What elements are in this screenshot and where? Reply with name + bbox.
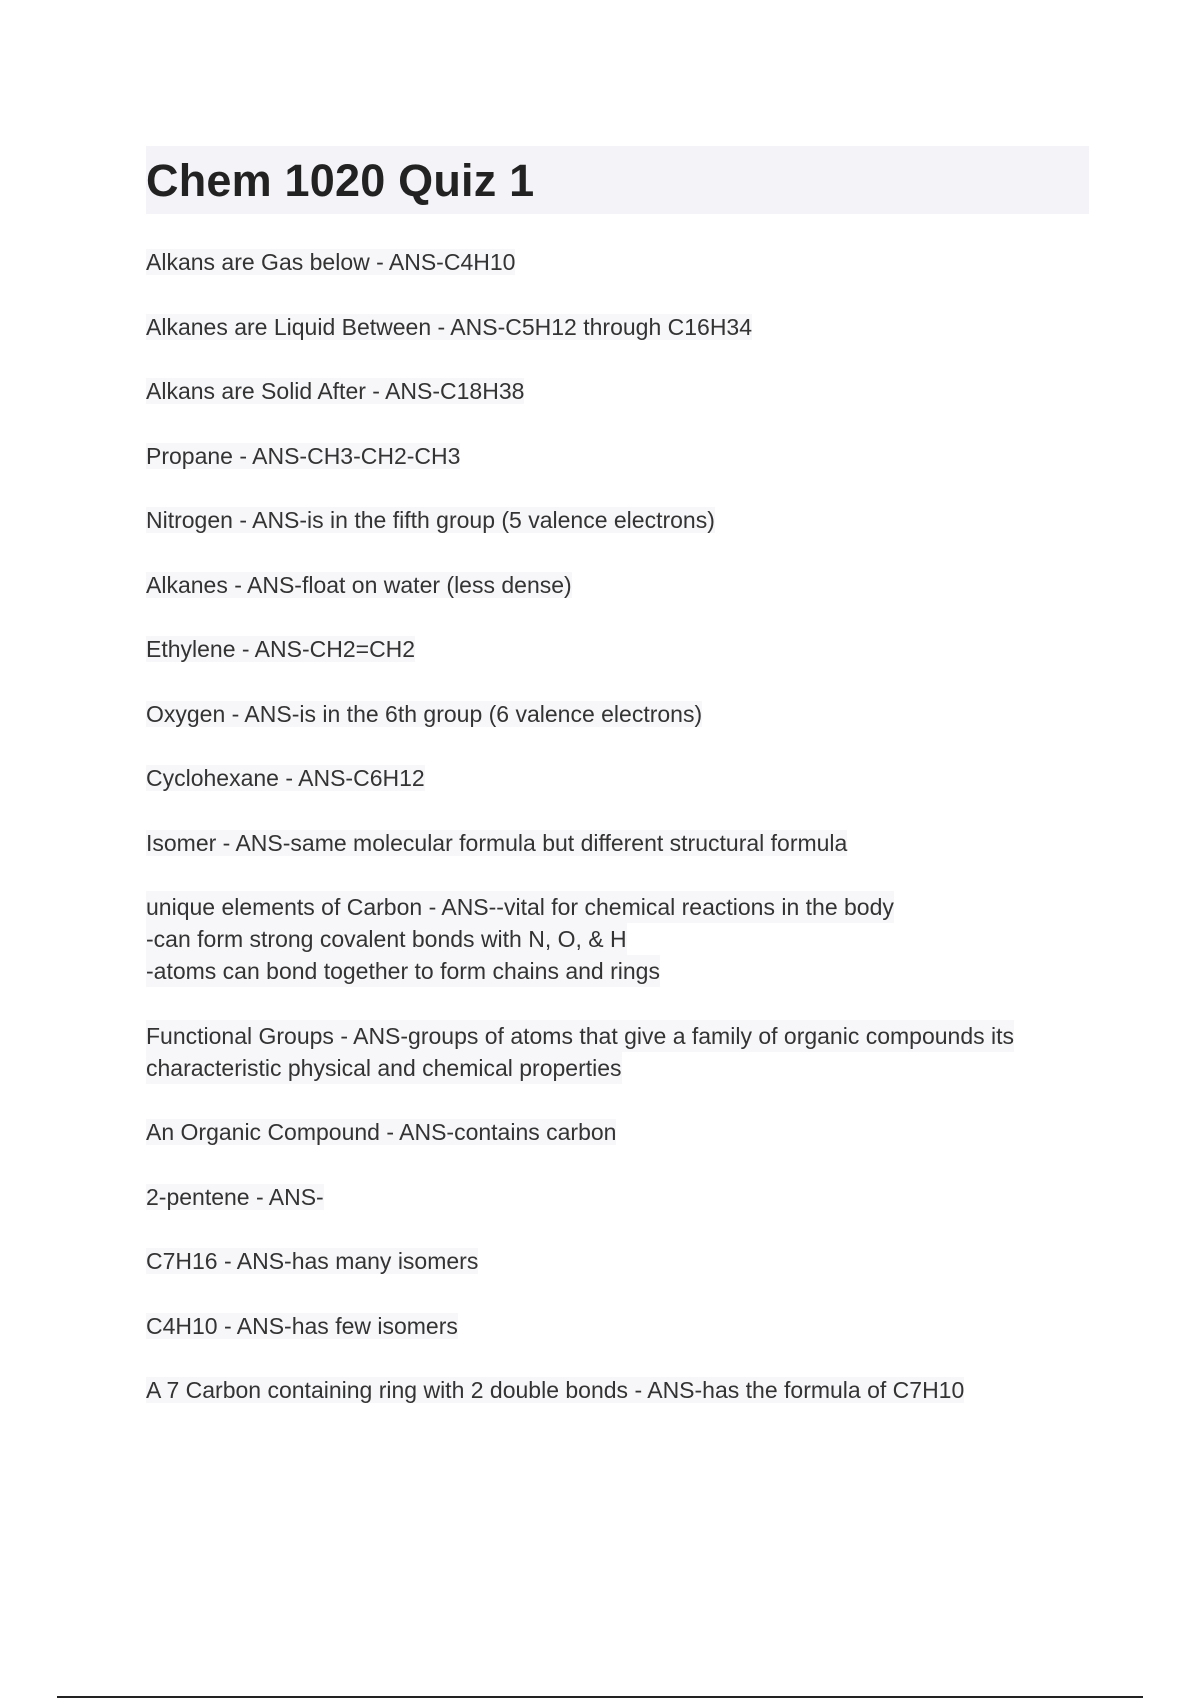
qa-item bbox=[146, 1020, 1089, 1084]
qa-item bbox=[146, 1181, 1089, 1213]
qa-item bbox=[146, 827, 1089, 859]
footer-divider bbox=[57, 1696, 1143, 1698]
qa-line: 2-pentene - ANS- bbox=[146, 1183, 324, 1210]
qa-line: An Organic Compound - ANS-contains carbon bbox=[146, 1119, 617, 1145]
qa-line: Nitrogen - ANS-is in the fifth group (5 valence electrons) bbox=[146, 507, 715, 533]
qa-item bbox=[146, 569, 1089, 601]
qa-item bbox=[146, 375, 1089, 407]
qa-item bbox=[146, 246, 1089, 278]
document-page bbox=[146, 146, 1089, 1439]
page-title: Chem 1020 Quiz 1 bbox=[146, 154, 535, 206]
qa-item bbox=[146, 891, 1089, 987]
qa-line: unique elements of Carbon - ANS--vital for chemical reactions in the body bbox=[146, 891, 894, 923]
qa-line: A 7 Carbon containing ring with 2 double bonds - ANS-has the formula of C7H10 bbox=[146, 1377, 965, 1403]
qa-item bbox=[146, 633, 1089, 665]
qa-item bbox=[146, 311, 1089, 343]
qa-line: Alkanes - ANS-float on water (less dense) bbox=[146, 571, 572, 598]
title-bar bbox=[146, 146, 1089, 214]
qa-list bbox=[146, 246, 1089, 1406]
qa-line: Oxygen - ANS-is in the 6th group (6 valence electrons) bbox=[146, 700, 703, 727]
qa-line: C7H16 - ANS-has many isomers bbox=[146, 1248, 479, 1274]
qa-item bbox=[146, 440, 1089, 472]
qa-line: Alkans are Gas below - ANS-C4H10 bbox=[146, 249, 516, 275]
qa-line: Isomer - ANS-same molecular formula but different structural formula bbox=[146, 829, 848, 856]
qa-item bbox=[146, 1374, 1089, 1406]
qa-item bbox=[146, 762, 1089, 794]
qa-line: Alkans are Solid After - ANS-C18H38 bbox=[146, 378, 525, 404]
qa-line: Propane - ANS-CH3-CH2-CH3 bbox=[146, 442, 461, 469]
qa-line: -atoms can bond together to form chains and rings bbox=[146, 955, 660, 987]
qa-line: Cyclohexane - ANS-C6H12 bbox=[146, 765, 425, 791]
qa-item bbox=[146, 1310, 1089, 1342]
qa-item bbox=[146, 504, 1089, 536]
qa-item bbox=[146, 1245, 1089, 1277]
qa-line: Functional Groups - ANS-groups of atoms that give a family of organic compounds its bbox=[146, 1020, 1014, 1052]
qa-item bbox=[146, 1116, 1089, 1148]
qa-line: Ethylene - ANS-CH2=CH2 bbox=[146, 636, 416, 662]
qa-line: C4H10 - ANS-has few isomers bbox=[146, 1312, 458, 1339]
qa-item bbox=[146, 698, 1089, 730]
qa-line: Alkanes are Liquid Between - ANS-C5H12 through C16H34 bbox=[146, 313, 753, 340]
qa-line: -can form strong covalent bonds with N, O, & H bbox=[146, 923, 627, 955]
qa-line: characteristic physical and chemical properties bbox=[146, 1052, 622, 1084]
